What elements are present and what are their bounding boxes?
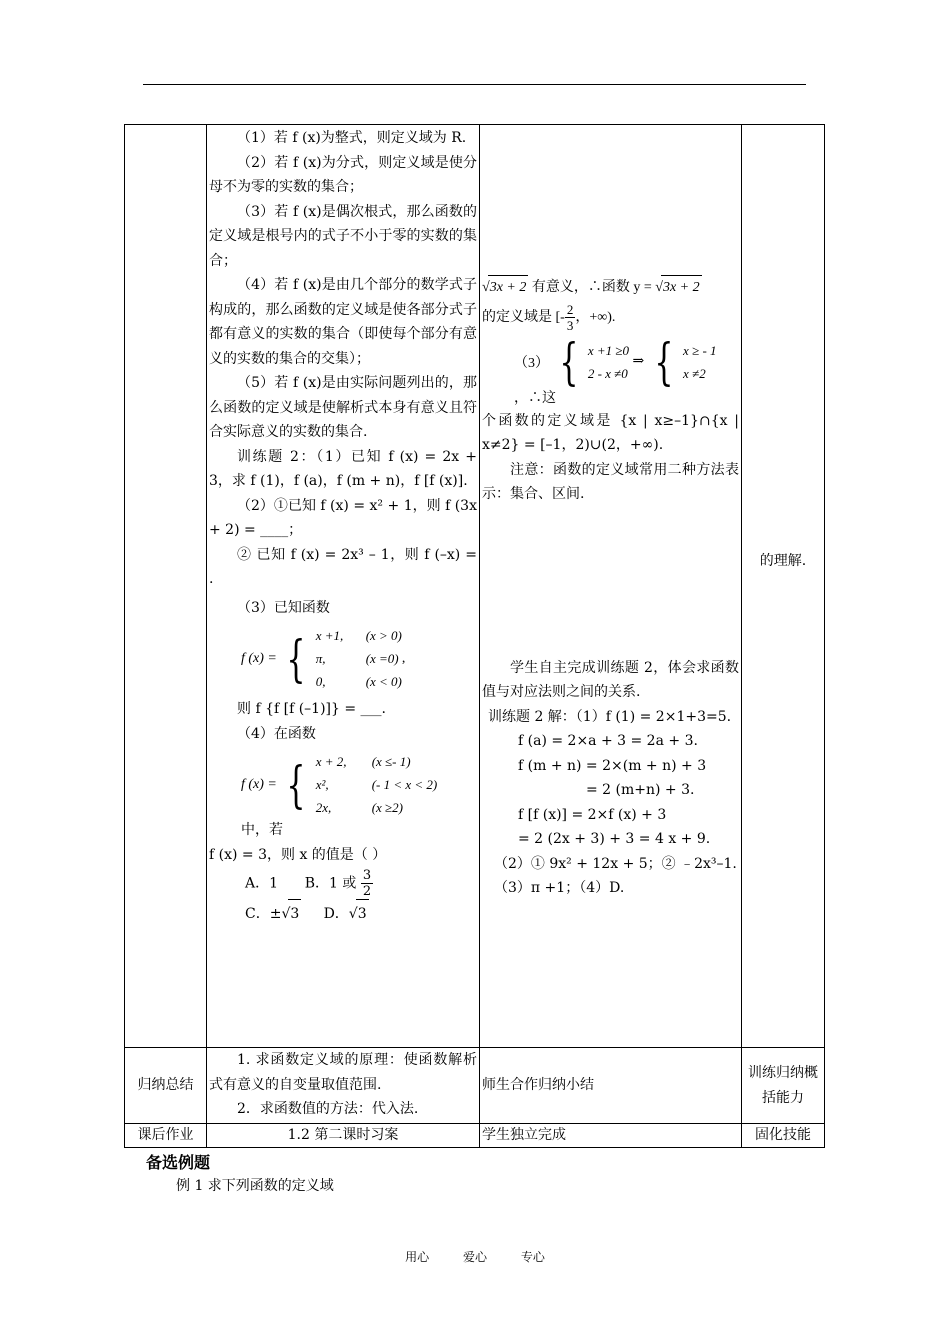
table-cell-stage — [125, 125, 207, 1048]
piece1-row-2: π, — [315, 651, 326, 666]
training-2-q2a: （2）①已知 f (x) = x² + 1，则 f (3x + 2) = ____； — [209, 497, 477, 538]
system-post: ，∴这 — [514, 390, 556, 406]
option-c: C．± — [245, 905, 282, 922]
radicand-1: 3x + 2 — [488, 275, 529, 301]
homework-label-cell — [125, 1124, 207, 1148]
example-1: 例 1 求下列函数的定义域 — [176, 1178, 334, 1194]
domain-set: 个函数的定义域是 {x | x≥–1}∩{x | x≠2} = [–1，2)∪(2，+∞). — [482, 412, 739, 453]
domain-frac-numerator: 2 — [566, 301, 574, 317]
rule-4: （4）若 f (x)是由几个部分的数学式子构成的，那么函数的定义域是使各部分式子都有意义的实数的集合（即使每个部分有意义的实数的集合的交集）； — [209, 277, 477, 367]
section-heading: 备选例题 — [146, 1153, 211, 1172]
piecewise-2-lhs: f (x) = — [241, 776, 277, 792]
solution-3: f (m + n) = 2×(m + n) + 3 — [518, 757, 707, 774]
solution-4: = 2 (m+n) + 3. — [586, 782, 695, 798]
homework-activity-cell — [480, 1124, 742, 1148]
summary-label-cell — [125, 1048, 207, 1124]
summary-content-2: 2．求函数值的方法：代入法. — [237, 1101, 419, 1117]
solution-7: （2）① 9x² + 12x + 5；② ﹣2x³–1. — [494, 855, 737, 872]
summary-label: 归纳总结 — [137, 1077, 194, 1094]
training-2-q4: （4）在函数 — [237, 725, 316, 742]
domain-line-pre: 的定义域是 [- — [482, 309, 565, 325]
solution-8: （3）π +1；（4）D. — [494, 880, 625, 896]
footer-item: 用心 — [405, 1250, 430, 1264]
sqrt-line-1-text: 有意义，∴函数 y = — [531, 280, 652, 295]
header-rule — [143, 84, 806, 85]
table-cell-goal — [742, 125, 825, 1048]
table-cell-content — [207, 125, 480, 1048]
radicand-2: 3x + 2 — [661, 275, 702, 301]
implies-icon: ⇒ — [632, 354, 645, 369]
note: 注意：函数的定义域常用二种方法表示：集合、区间. — [482, 461, 739, 502]
domain-line-post: ，+∞). — [575, 309, 616, 325]
summary-activity: 师生合作归纳小结 — [482, 1077, 594, 1094]
left-brace-icon: { — [558, 332, 578, 391]
piece2-row-1: x + 2, — [315, 754, 347, 769]
domain-frac-denominator: 3 — [566, 317, 574, 333]
piece2-cond-2: (- 1 < x < 2) — [371, 777, 438, 792]
left-brace-icon: { — [654, 332, 674, 391]
training-2-q3-ask: 则 f {f [f (–1)]} = ___. — [237, 701, 386, 717]
piece2-cond-3: (x ≥2) — [371, 800, 404, 815]
homework-goal: 固化技能 — [755, 1127, 811, 1143]
homework-content: 1.2 第二课时习案 — [287, 1127, 399, 1143]
system-right-2: x ≠2 — [683, 365, 706, 381]
footer-item: 专心 — [520, 1250, 545, 1264]
system-label: （3） — [514, 355, 549, 371]
piece2-row-2: x², — [315, 777, 329, 792]
training-2-q4-ask: f (x) = 3，则 x 的值是（ ） — [209, 847, 387, 863]
left-brace-icon: { — [286, 629, 306, 688]
options-cd: C．±√3 D．√3 — [207, 899, 479, 928]
rule-1: （1）若 f (x)为整式，则定义域为 R. — [237, 130, 467, 146]
piece2-row-3: 2x, — [315, 800, 332, 815]
option-b: B．1 或 — [304, 875, 357, 891]
piece1-row-1: x +1, — [315, 628, 344, 643]
table-row — [125, 125, 825, 1048]
solution-6: = 2 (2x + 3) + 3 = 4 x + 9. — [518, 831, 711, 847]
table-cell-activity — [480, 125, 742, 1048]
solution-2: f (a) = 2×a + 3 = 2a + 3. — [518, 733, 698, 749]
inequality-system — [480, 332, 741, 407]
summary-content-cell — [207, 1048, 480, 1124]
table-row — [125, 1124, 825, 1148]
summary-goal-cell — [742, 1048, 825, 1124]
options-ab — [207, 868, 479, 899]
piecewise-function-2 — [241, 750, 479, 839]
training-2-q1: 训练题 2：（1）已知 f (x) = 2x + 3，求 f (1)，f (a)，f (m + n)，f [f (x)]. — [209, 448, 477, 489]
training-2-q3: （3）已知函数 — [237, 599, 330, 616]
footer-item: 爱心 — [462, 1250, 487, 1264]
system-left-1: x +1 ≥0 — [587, 342, 629, 358]
homework-goal-cell — [742, 1124, 825, 1148]
lesson-table — [124, 124, 825, 1148]
option-c-radicand: 3 — [288, 899, 301, 928]
piece1-cond-1: (x > 0) — [365, 628, 402, 643]
option-b-numerator: 3 — [362, 867, 372, 883]
rule-5: （5）若 f (x)是由实际问题列出的，那么函数的定义域是使解析式本身有意义且符合实际意义的实数的集合. — [209, 375, 477, 440]
self-practice: 学生自主完成训练题 2，体会求函数值与对应法则之间的关系. — [482, 659, 739, 700]
piecewise-2-mid: 中，若 — [241, 823, 283, 838]
solution-1: 训练题 2 解：（1）f (1) = 2×1+3=5. — [488, 708, 732, 725]
option-a: A．1 — [245, 875, 279, 891]
solution-5: f [f (x)] = 2×f (x) + 3 — [518, 806, 667, 823]
summary-goal: 训练归纳概括能力 — [748, 1065, 818, 1106]
piece2-cond-1: (x ≤- 1) — [371, 754, 411, 769]
option-d-radicand: 3 — [356, 899, 369, 928]
system-left-2: 2 - x ≠0 — [587, 365, 628, 381]
rule-2: （2）若 f (x)为分式，则定义域是使分母不为零的实数的集合； — [209, 154, 477, 195]
homework-activity: 学生独立完成 — [482, 1127, 566, 1143]
option-d: D． — [323, 905, 349, 922]
homework-label: 课后作业 — [137, 1127, 194, 1143]
option-b-denominator: 2 — [362, 883, 372, 899]
left-brace-icon: { — [286, 755, 306, 814]
domain-line — [480, 301, 741, 335]
sqrt-line-1: √3x + 2 有意义，∴函数 y = √3x + 2 — [480, 275, 741, 301]
summary-activity-cell — [480, 1048, 742, 1124]
system-right-1: x ≥ - 1 — [683, 342, 717, 358]
training-2-q2b: ② 已知 f (x) = 2x³ – 1，则 f (–x) = . — [209, 546, 477, 587]
homework-content-cell — [207, 1124, 480, 1148]
rule-3: （3）若 f (x)是偶次根式，那么函数的定义域是根号内的式子不小于零的实数的集合； — [209, 203, 477, 269]
understanding-text: 的理解. — [759, 553, 807, 569]
piece1-cond-2: (x =0) — [365, 651, 399, 666]
page-footer — [0, 1248, 950, 1265]
summary-content-1: 1. 求函数定义域的原理：使函数解析式有意义的自变量取值范围. — [209, 1052, 477, 1093]
piece1-row-3: 0, — [315, 674, 326, 689]
table-row — [125, 1048, 825, 1124]
piecewise-1-lhs: f (x) = — [241, 650, 277, 666]
piecewise-function-1: f (x) = { x +1, (x > 0) π, (x =0) 0, (x < 0), — [241, 624, 479, 693]
piece1-cond-3: (x < 0) — [365, 674, 402, 689]
